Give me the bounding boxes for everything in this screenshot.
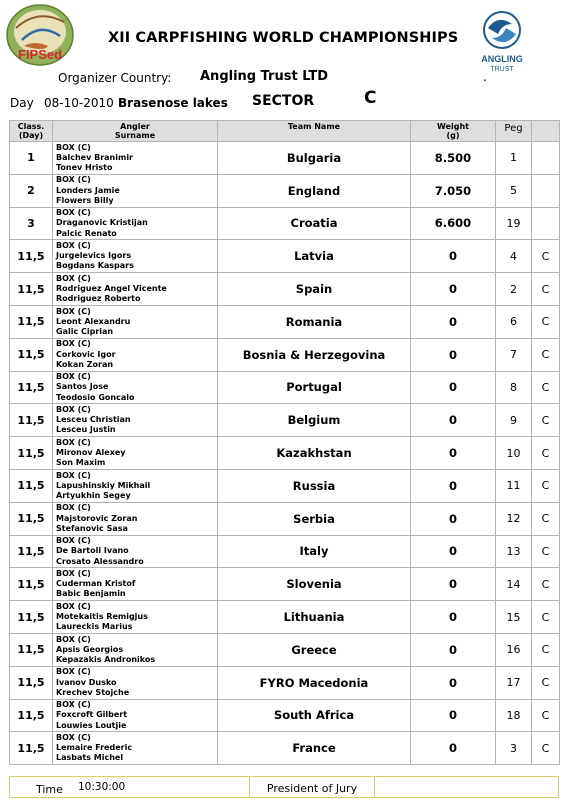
box-label: BOX (C) [56,339,91,349]
angler-name-1: Draganovic Kristijan [56,218,148,228]
column-header-peg-label: Peg [504,123,523,134]
peg-cell: 12 [496,502,532,535]
team-cell: FYRO Macedonia [218,666,411,699]
document-title: XII CARPFISHING WORLD CHAMPIONSHIPS [108,30,459,46]
box-label: BOX (C) [56,568,91,578]
box-label: BOX (C) [56,142,91,152]
extra-cell: C [532,273,560,306]
column-header-extra [532,121,560,142]
box-label: BOX (C) [56,732,91,742]
team-cell: France [218,732,411,765]
weight-cell: 0 [411,633,496,666]
table-row [10,469,560,502]
angler-name-1: Lesceu Christian [56,415,131,425]
extra-cell [532,174,560,207]
class-cell: 3 [10,207,53,240]
team-cell: Belgium [218,404,411,437]
class-cell: 11,5 [10,338,53,371]
weight-cell: 0 [411,535,496,568]
column-header-team [218,121,411,142]
table-row [10,502,560,535]
angler-name-2: Kokan Zoran [56,359,114,369]
peg-cell: 3 [496,732,532,765]
weight-cell: 0 [411,732,496,765]
box-label: BOX (C) [56,273,91,283]
box-label: BOX (C) [56,634,91,644]
box-label: BOX (C) [56,503,91,513]
extra-cell: C [532,732,560,765]
weight-cell: 0 [411,305,496,338]
angler-name-2: Crosato Alessandro [56,556,144,566]
angler-name-1: Santos Jose [56,382,109,392]
table-row [10,174,560,207]
angling-trust-logo [466,6,538,74]
weight-cell: 7.050 [411,174,496,207]
column-header-weight [411,121,496,142]
extra-cell [532,207,560,240]
angler-cell [53,699,218,732]
team-cell: Latvia [218,240,411,273]
peg-cell: 14 [496,568,532,601]
team-cell: Croatia [218,207,411,240]
peg-cell: 5 [496,174,532,207]
class-cell: 11,5 [10,699,53,732]
class-cell: 11,5 [10,437,53,470]
angler-cell [53,601,218,634]
angler-name-1: Jurgelevics Igors [56,251,132,261]
angler-name-2: Flowers Billy [56,195,114,205]
angler-name-2: Laureckis Marius [56,622,133,632]
peg-cell: 9 [496,404,532,437]
weight-cell: 0 [411,568,496,601]
angler-cell [53,371,218,404]
angler-cell [53,305,218,338]
team-cell: Russia [218,469,411,502]
extra-cell: C [532,469,560,502]
box-label: BOX (C) [56,536,91,546]
team-cell: England [218,174,411,207]
team-cell: Serbia [218,502,411,535]
peg-cell: 18 [496,699,532,732]
angler-cell [53,502,218,535]
extra-cell: C [532,568,560,601]
table-row [10,240,560,273]
angler-name-1: Rodriguez Angel Vicente [56,283,167,293]
angler-name-1: Motekaitis Remigjus [56,611,148,621]
angler-cell [53,535,218,568]
angler-cell [53,469,218,502]
angler-name-2: Krechev Stojche [56,687,130,697]
weight-cell: 0 [411,437,496,470]
table-row [10,273,560,306]
extra-cell: C [532,338,560,371]
peg-cell: 6 [496,305,532,338]
team-cell: Kazakhstan [218,437,411,470]
table-row [10,601,560,634]
extra-cell: C [532,240,560,273]
team-cell: Bosnia & Herzegovina [218,338,411,371]
time-label: Time [36,783,63,796]
weight-cell: 0 [411,469,496,502]
angler-name-1: Londers Jamie [56,185,120,195]
angler-name-2: Lasbats Michel [56,753,124,763]
extra-cell [532,142,560,175]
team-cell: Greece [218,633,411,666]
footer-signature-cell [375,777,558,797]
peg-cell: 4 [496,240,532,273]
angler-name-1: Lapushinskiy Mikhail [56,480,151,490]
weight-cell: 0 [411,601,496,634]
venue-name: Brasenose lakes [118,96,228,110]
footer-bar [9,776,559,798]
column-header-class-line2: (Day) [18,131,44,140]
angler-cell [53,273,218,306]
table-row [10,371,560,404]
angler-name-1: Mironov Alexey [56,447,126,457]
class-cell: 11,5 [10,469,53,502]
angler-name-1: Majstorovic Zoran [56,513,138,523]
organizer-value: Angling Trust LTD [200,69,328,84]
weight-cell: 0 [411,338,496,371]
weight-cell: 0 [411,240,496,273]
angler-name-2: Artyukhin Segey [56,490,131,500]
class-cell: 11,5 [10,666,53,699]
angler-name-2: Palcic Renato [56,228,117,238]
table-row [10,568,560,601]
footer-president-cell [250,777,375,797]
team-cell: Romania [218,305,411,338]
box-label: BOX (C) [56,667,91,677]
peg-cell: 19 [496,207,532,240]
angling-trust-logo-line1: ANGLING [481,54,523,64]
class-cell: 11,5 [10,633,53,666]
extra-cell: C [532,601,560,634]
angling-trust-logo-line2: TRUST [490,66,514,73]
peg-cell: 7 [496,338,532,371]
peg-cell: 8 [496,371,532,404]
angler-cell [53,174,218,207]
table-row [10,732,560,765]
column-header-weight-line1: Weight [437,122,469,131]
class-cell: 11,5 [10,240,53,273]
organizer-trailing-mark: . [483,70,487,84]
team-cell: Italy [218,535,411,568]
extra-cell: C [532,404,560,437]
organizer-label: Organizer Country: [58,71,172,85]
box-label: BOX (C) [56,240,91,250]
table-row [10,437,560,470]
class-cell: 11,5 [10,535,53,568]
team-cell: Slovenia [218,568,411,601]
weight-cell: 0 [411,699,496,732]
angler-name-1: De Bartoli Ivano [56,546,129,556]
class-cell: 11,5 [10,273,53,306]
president-of-jury-label: President of Jury [266,782,358,795]
extra-cell: C [532,437,560,470]
angler-name-2: Bogdans Kaspars [56,261,134,271]
results-table [9,120,560,765]
column-header-peg [496,121,532,142]
box-label: BOX (C) [56,470,91,480]
class-cell: 2 [10,174,53,207]
extra-cell: C [532,371,560,404]
class-cell: 11,5 [10,371,53,404]
peg-cell: 10 [496,437,532,470]
peg-cell: 16 [496,633,532,666]
weight-cell: 6.600 [411,207,496,240]
class-cell: 11,5 [10,568,53,601]
class-cell: 1 [10,142,53,175]
extra-cell: C [532,305,560,338]
column-header-class-line1: Class. [17,122,45,131]
table-row [10,535,560,568]
weight-cell: 0 [411,404,496,437]
angler-name-2: Stefanovic Sasa [56,523,128,533]
box-label: BOX (C) [56,404,91,414]
class-cell: 11,5 [10,502,53,535]
weight-cell: 8.500 [411,142,496,175]
weight-cell: 0 [411,371,496,404]
angler-cell [53,633,218,666]
extra-cell: C [532,633,560,666]
weight-cell: 0 [411,502,496,535]
angler-name-1: Foxcroft Gilbert [56,710,128,720]
angler-cell [53,404,218,437]
column-header-class [10,121,53,142]
weight-cell: 0 [411,273,496,306]
table-row [10,666,560,699]
box-label: BOX (C) [56,437,91,447]
sector-label: SECTOR [252,93,315,109]
angler-name-2: Louwies Loutjie [56,720,127,730]
weight-cell: 0 [411,666,496,699]
table-row [10,404,560,437]
angler-name-1: Ivanov Dusko [56,677,117,687]
table-row [10,699,560,732]
angler-cell [53,338,218,371]
column-header-weight-line2: (g) [446,131,460,140]
table-row [10,338,560,371]
table-row [10,142,560,175]
table-header-row [10,121,560,142]
extra-cell: C [532,666,560,699]
angler-cell [53,240,218,273]
peg-cell: 17 [496,666,532,699]
angler-cell [53,207,218,240]
column-header-angler-line1: Angler [120,122,150,131]
angler-name-1: Cuderman Kristof [56,579,136,589]
column-header-team-label: Team Name [287,122,341,131]
table-row [10,207,560,240]
column-header-angler-line2: Surname [114,131,156,140]
peg-cell: 13 [496,535,532,568]
table-row [10,305,560,338]
team-cell: South Africa [218,699,411,732]
angler-name-2: Son Maxim [56,458,106,468]
angler-name-1: Lemaire Frederic [56,743,133,753]
day-label: Day [10,96,34,110]
peg-cell: 1 [496,142,532,175]
extra-cell: C [532,699,560,732]
box-label: BOX (C) [56,175,91,185]
class-cell: 11,5 [10,404,53,437]
angler-name-2: Lesceu Justin [56,425,116,435]
extra-cell: C [532,535,560,568]
angler-cell [53,142,218,175]
team-cell: Bulgaria [218,142,411,175]
column-header-angler [53,121,218,142]
footer-time-cell [10,777,250,797]
angler-cell [53,732,218,765]
class-cell: 11,5 [10,732,53,765]
box-label: BOX (C) [56,601,91,611]
fipsed-logo-text: FIPSed [18,47,63,62]
angler-cell [53,666,218,699]
angler-name-1: Corkovic Igor [56,349,116,359]
peg-cell: 11 [496,469,532,502]
angler-name-2: Babic Benjamin [56,589,126,599]
box-label: BOX (C) [56,372,91,382]
angler-cell [53,568,218,601]
sector-value: C [364,88,377,108]
team-cell: Portugal [218,371,411,404]
angler-name-2: Tonev Hristo [56,163,113,172]
box-label: BOX (C) [56,306,91,316]
angler-name-1: Leont Alexandru [56,316,131,326]
day-date: 08-10-2010 [44,96,114,110]
angler-name-2: Rodriguez Roberto [56,294,141,304]
box-label: BOX (C) [56,700,91,710]
angler-name-2: Kepazakis Andronikos [56,654,156,664]
team-cell: Lithuania [218,601,411,634]
class-cell: 11,5 [10,601,53,634]
team-cell: Spain [218,273,411,306]
extra-cell: C [532,502,560,535]
table-row [10,633,560,666]
peg-cell: 2 [496,273,532,306]
peg-cell: 15 [496,601,532,634]
time-value: 10:30:00 [78,781,126,793]
angler-name-1: Apsis Georgios [56,644,124,654]
class-cell: 11,5 [10,305,53,338]
angler-name-1: Balchev Branimir [56,152,134,162]
box-label: BOX (C) [56,208,91,218]
angler-name-2: Teodosio Goncalo [56,392,135,402]
angler-cell [53,437,218,470]
fipsed-logo [4,2,78,68]
angler-name-2: Galic Ciprian [56,326,114,336]
